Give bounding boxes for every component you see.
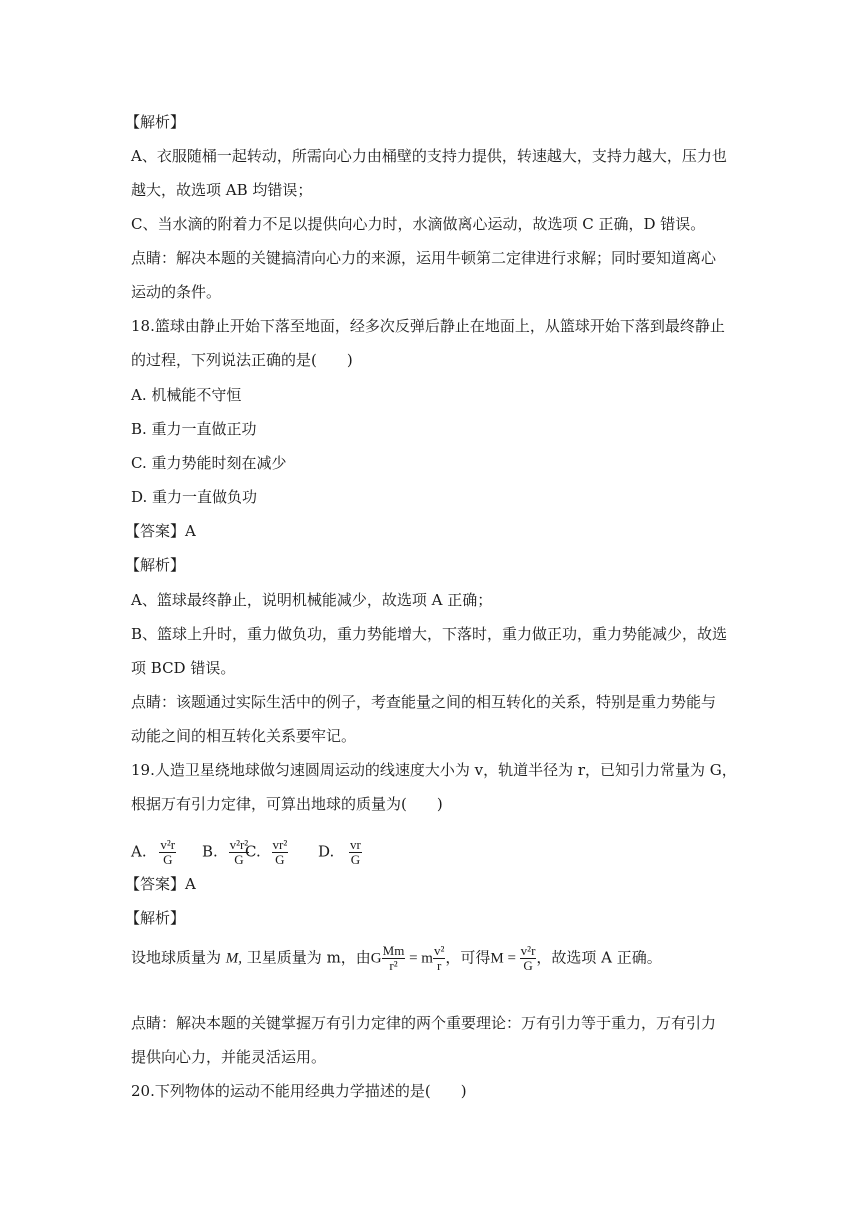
question-19-stem: 19.人造卫星绕地球做匀速圆周运动的线速度大小为 v，轨道半径为 r，已知引力常量为 G， xyxy=(131,761,737,779)
note-paragraph: 动能之间的相互转化关系要牢记。 xyxy=(131,727,357,745)
question-18-option-d: D. 重力一直做负功 xyxy=(131,488,258,506)
analysis-paragraph: B、篮球上升时，重力做负功，重力势能增大，下落时，重力做正功，重力势能减少，故选 xyxy=(131,625,728,643)
question-19-option-c: C. $\frac{\text{vr²}}{G}$ xyxy=(245,837,288,867)
analysis-paragraph: C、当水滴的附着力不足以提供向心力时，水滴做离心运动，故选项 C 正确，D 错误。 xyxy=(131,215,706,233)
section-heading-analysis: 【解析】 xyxy=(125,556,186,574)
note-paragraph: 点睛：该题通过实际生活中的例子，考查能量之间的相互转化的关系，特别是重力势能与 xyxy=(131,693,717,711)
fraction: $\frac{\text{v²r²}}{G}$ xyxy=(229,837,249,867)
section-heading-analysis: 【解析】 xyxy=(125,909,186,927)
analysis-paragraph: 越大，故选项 AB 均错误； xyxy=(131,181,313,199)
fraction: $\frac{vr}{G}$ xyxy=(350,837,361,867)
question-19-stem: 根据万有引力定律，可算出地球的质量为( ) xyxy=(131,795,443,813)
section-heading-analysis: 【解析】 xyxy=(125,113,186,131)
question-19-option-b: B. $\frac{\text{v²r²}}{G}$ xyxy=(202,837,249,867)
answer-19: 【答案】A xyxy=(125,875,196,893)
question-19-option-a: A. $\frac{\text{v²r}}{G}$ xyxy=(131,837,176,867)
question-19-option-d: D. $\frac{vr}{G}$ xyxy=(318,837,361,867)
answer-18: 【答案】A xyxy=(125,522,196,540)
fraction: $\frac{\text{vr²}}{G}$ xyxy=(272,837,288,867)
question-18-stem: 18.篮球由静止开始下落至地面，经多次反弹后静止在地面上，从篮球开始下落到最终静止 xyxy=(131,317,725,335)
question-20-stem: 20.下列物体的运动不能用经典力学描述的是( ) xyxy=(131,1082,467,1100)
fraction: $\frac{Mm}{\text{r²}}$ xyxy=(382,943,405,973)
note-paragraph: 运动的条件。 xyxy=(131,283,222,301)
analysis-paragraph: A、衣服随桶一起转动，所需向心力由桶壁的支持力提供，转速越大，支持力越大，压力也 xyxy=(131,147,727,165)
note-paragraph: 提供向心力，并能灵活运用。 xyxy=(131,1048,327,1066)
note-paragraph: 点睛：解决本题的关键搞清向心力的来源，运用牛顿第二定律进行求解；同时要知道离心 xyxy=(131,249,717,267)
solution-19-formula-line: 设地球质量为 M, 卫星质量为 m，由G $\frac{Mm}{\text{r²}}$ = m $\frac{\text{v²}}{r}$ ，可得M = $\frac{\text{v²r}}{G}$ ，故选项 A 正确。 xyxy=(131,943,662,973)
question-18-stem: 的过程，下列说法正确的是( ) xyxy=(131,351,353,369)
fraction: $\frac{\text{v²r}}{G}$ xyxy=(520,943,536,973)
note-paragraph: 点睛：解决本题的关键掌握万有引力定律的两个重要理论：万有引力等于重力，万有引力 xyxy=(131,1014,717,1032)
analysis-paragraph: A、篮球最终静止，说明机械能减少，故选项 A 正确； xyxy=(131,591,493,609)
question-18-option-a: A. 机械能不守恒 xyxy=(131,386,242,404)
question-18-option-c: C. 重力势能时刻在减少 xyxy=(131,454,287,472)
fraction: $\frac{\text{v²r}}{G}$ xyxy=(160,837,176,867)
fraction: $\frac{\text{v²}}{r}$ xyxy=(433,943,445,973)
analysis-paragraph: 项 BCD 错误。 xyxy=(131,659,236,677)
question-18-option-b: B. 重力一直做正功 xyxy=(131,420,257,438)
